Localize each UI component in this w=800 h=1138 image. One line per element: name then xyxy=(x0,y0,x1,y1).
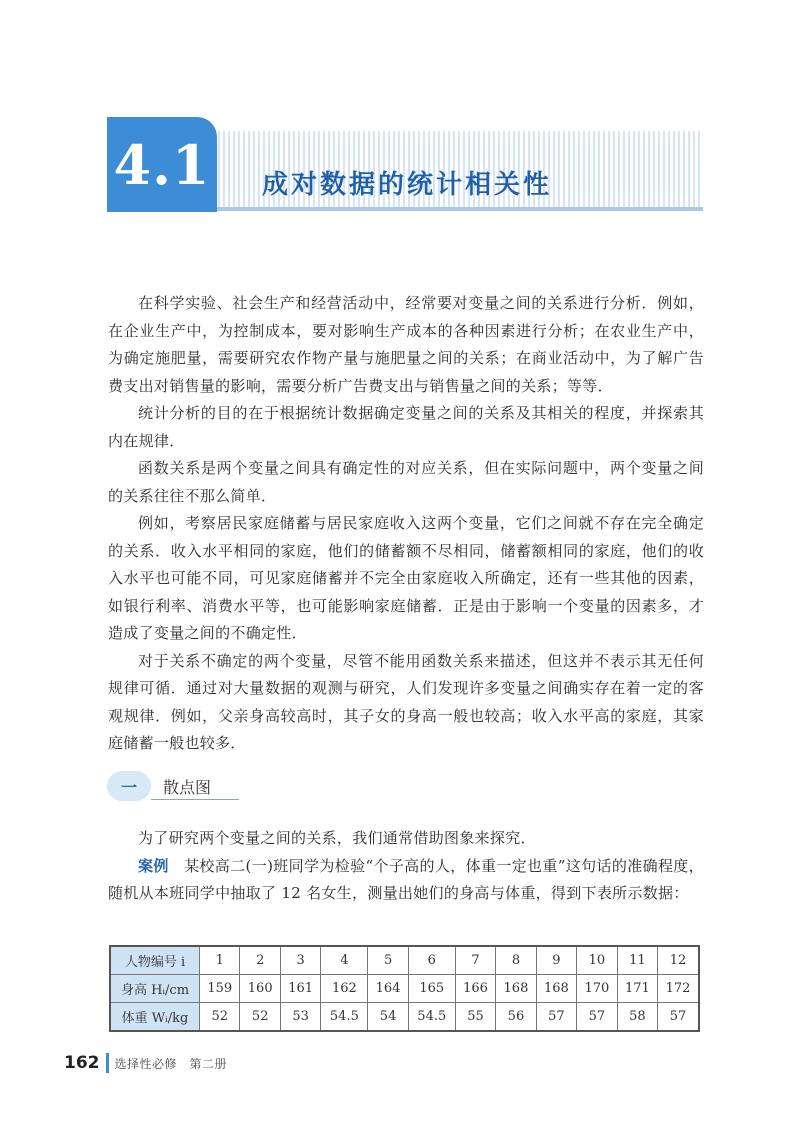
table-cell: 53 xyxy=(280,1003,320,1032)
table-cell: 6 xyxy=(408,946,455,975)
table-cell: 9 xyxy=(536,946,576,975)
table-cell: 57 xyxy=(536,1003,576,1032)
table-cell: 168 xyxy=(536,975,576,1003)
table-cell: 164 xyxy=(368,975,408,1003)
row-header-id: 人物编号 i xyxy=(110,946,200,975)
paragraph: 对于关系不确定的两个变量，尽管不能用函数关系来描述，但这并不表示其无任何规律可循．通过对大量数据的观测与研究，人们发现许多变量之间确实存在着一定的客观规律．例如，父亲身高较高时，其子女的身高一般也较高；收入水平高的家庭，其家庭储蓄一般也较多． xyxy=(108,651,704,752)
paragraph: 为了研究两个变量之间的关系，我们通常借助图象来探究． xyxy=(138,829,536,847)
row-header-weight: 体重 Wᵢ/kg xyxy=(110,1003,200,1032)
table-cell: 171 xyxy=(617,975,657,1003)
table-cell: 7 xyxy=(455,946,495,975)
table-cell: 162 xyxy=(321,975,368,1003)
table-cell: 54 xyxy=(368,1003,408,1032)
table-cell: 170 xyxy=(577,975,617,1003)
subsection-title: 散点图 xyxy=(163,778,212,797)
table-cell: 165 xyxy=(408,975,455,1003)
height-weight-table xyxy=(109,945,700,1032)
subsection-text xyxy=(108,825,704,908)
table-cell: 168 xyxy=(496,975,536,1003)
table-cell: 160 xyxy=(240,975,280,1003)
table-cell: 55 xyxy=(455,1003,495,1032)
table-cell: 12 xyxy=(658,946,699,975)
paragraph: 例如，考察居民家庭储蓄与居民家庭收入这两个变量，它们之间就不存在完全确定的关系．收入水平相同的家庭，他们的储蓄额不尽相同，储蓄额相同的家庭，他们的收入水平也可能不同，可见家庭储蓄并不完全由家庭收入所确定，还有一些其他的因素，如银行利率、消费水平等，也可能影响家庭储蓄．正是由于影响一个变量的因素多，才造成了变量之间的不确定性． xyxy=(108,514,704,642)
case-text: 某校高二(一)班同学为检验“个子高的人，体重一定也重”这句话的准确程度，随机从本班同学中抽取了 12 名女生，测量出她们的身高与体重，得到下表所示数据： xyxy=(108,856,704,902)
subsection-number: 一 xyxy=(107,771,151,801)
table-cell: 54.5 xyxy=(408,1003,455,1032)
table-row-heights xyxy=(110,975,699,1003)
footer-divider xyxy=(106,1053,109,1073)
table-cell: 10 xyxy=(577,946,617,975)
page-footer xyxy=(64,1051,227,1075)
table-cell: 57 xyxy=(577,1003,617,1032)
table-cell: 8 xyxy=(496,946,536,975)
book-title: 选择性必修 第二册 xyxy=(114,1056,228,1071)
table-row-ids xyxy=(110,946,699,975)
table-cell: 2 xyxy=(240,946,280,975)
table-cell: 52 xyxy=(240,1003,280,1032)
row-header-height: 身高 Hᵢ/cm xyxy=(110,975,200,1003)
page-number: 162 xyxy=(64,1053,100,1073)
case-label: 案例 xyxy=(138,856,169,875)
paragraph: 函数关系是两个变量之间具有确定性的对应关系，但在实际问题中，两个变量之间的关系往往不那么简单． xyxy=(108,459,704,505)
table-cell: 54.5 xyxy=(321,1003,368,1032)
paragraph: 在科学实验、社会生产和经营活动中，经常要对变量之间的关系进行分析．例如，在企业生产中，为控制成本，要对影响生产成本的各种因素进行分析；在农业生产中，为确定施肥量，需要研究农作物产量与施肥量之间的关系；在商业活动中，为了解广告费支出对销售量的影响，需要分析广告费支出与销售量之间的关系；等等． xyxy=(108,294,704,395)
table-cell: 58 xyxy=(617,1003,657,1032)
header-stripe-underline xyxy=(213,207,703,211)
table-cell: 52 xyxy=(200,1003,240,1032)
subsection-heading xyxy=(107,771,237,803)
case-paragraph xyxy=(108,853,704,908)
table-row-weights xyxy=(110,1003,699,1032)
table-cell: 4 xyxy=(321,946,368,975)
table-cell: 166 xyxy=(455,975,495,1003)
table-cell: 3 xyxy=(280,946,320,975)
table-cell: 172 xyxy=(658,975,699,1003)
subsection-underline xyxy=(151,799,239,800)
table-cell: 11 xyxy=(617,946,657,975)
table-cell: 1 xyxy=(200,946,240,975)
intro-text xyxy=(108,290,704,758)
paragraph: 统计分析的目的在于根据统计数据确定变量之间的关系及其相关的程度，并探索其内在规律． xyxy=(108,404,704,450)
table-cell: 161 xyxy=(280,975,320,1003)
table-cell: 56 xyxy=(496,1003,536,1032)
section-number-badge xyxy=(107,117,217,212)
table-cell: 159 xyxy=(200,975,240,1003)
table-cell: 5 xyxy=(368,946,408,975)
section-title: 成对数据的统计相关性 xyxy=(262,170,553,200)
section-number: 4.1 xyxy=(113,132,211,197)
table-cell: 57 xyxy=(658,1003,699,1032)
